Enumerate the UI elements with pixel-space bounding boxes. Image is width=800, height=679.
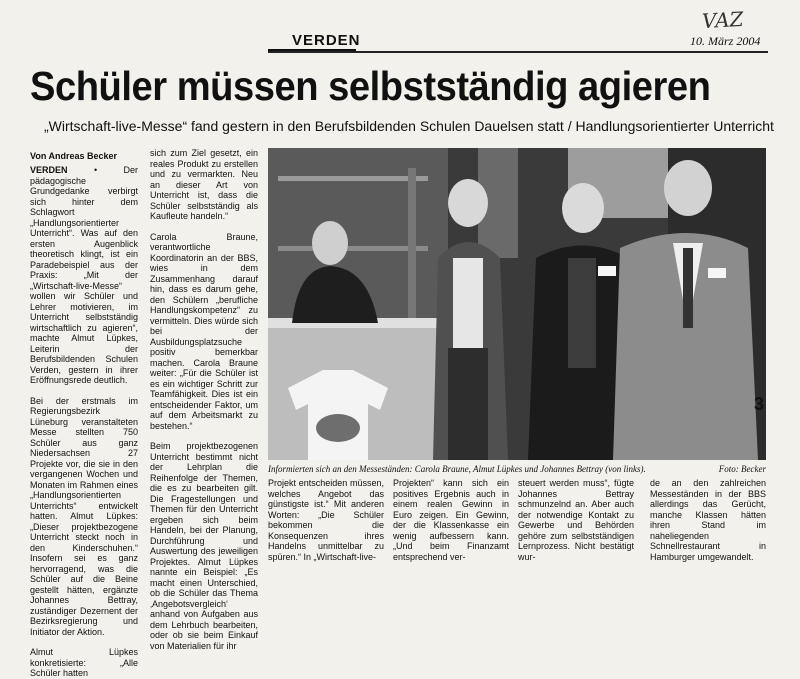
paragraph: Projekten“ kann sich ein positives Ergebnis auch in einem realen Gewinn in Euro zeigen. Ein Gewinn, der die Klassenkasse ein wenig aufbessern kann. „Und beim Finanzamt entsprechend ver- <box>393 478 509 562</box>
background-number: 3 <box>754 394 765 414</box>
issue-date: 10. März 2004 <box>690 34 761 48</box>
article-column-4 <box>393 478 509 562</box>
article-column-3 <box>268 478 384 562</box>
paragraph: de an den zahlreichen Messeständen in der BBS allerdings das Gerücht, manche Klassen hätten ihren Stand im naheliegenden Schnellrestaurant in Hamburger umgewandelt. <box>650 478 766 562</box>
article-headline: Schüler müssen selbstständig agieren <box>30 63 711 109</box>
section-rule <box>268 51 768 53</box>
paragraph: steuert werden muss“, fügte Johannes Bettray schmunzelnd an. Aber auch der notwendige Kontakt zu Gewerbe und Behörden gehöre zum selbstständigen Lernprozess. Nicht bestätigt wur- <box>518 478 634 562</box>
photo-credit: Foto: Becker <box>718 464 766 474</box>
article-column-6 <box>650 478 766 562</box>
handwritten-source-note: VAZ <box>701 6 745 34</box>
caption-text: Informierten sich an den Messeständen: Carola Braune, Almut Lüpkes und Johannes Bettray (von links). <box>268 464 646 474</box>
paragraph: Almut Lüpkes konkretisierte: „Alle Schüler hatten <box>30 647 138 678</box>
dateline: VERDEN <box>30 165 68 175</box>
paragraph: Beim projektbezogenen Unterricht bestimmt nicht der Lehrplan die Reihenfolge der Themen, die es zu bearbeiten gilt. Die Fragestellungen und Themen für den Unterricht ergeben sich beim Handeln, bei der Planung, Durchführung und Auswertung des jeweiligen Projektes. Almut Lüpkes nannte ein Beispiel: „Es macht einen Unterschied, ob die Schüler das Thema ‚Angebotsvergleich‘ anhand von Aufgaben aus dem Lehrbuch bearbeiten, oder ob sie beim Einkauf von Materialien für ihr <box>150 441 258 651</box>
paragraph: sich zum Ziel gesetzt, ein reales Produkt zu erstellen und zu vermarkten. Neu an dieser Art von Unterricht ist, dass die Schüler selbstständig als Kaufleute handeln.“ <box>150 148 258 221</box>
paragraph: Carola Braune, verantwortliche Koordinatorin an der BBS, wies in dem Zusammenhang darauf hin, dass es darum gehe, den Schülern „berufliche Handlungskompetenz“ zu vermitteln. Dies würde sich bei der Ausbildungsplatzsuche positiv bemerkbar machen. Carola Braune weiter: „Für die Schüler ist es ein wichtiger Schritt zur Teamfähigkeit. Dies ist ein entscheidender Faktor, um auf dem Arbeitsmarkt zu bestehen.“ <box>150 231 258 431</box>
paragraph: Projekt entscheiden müssen, welches Angebot das günstigste ist.“ Mit anderen Worten: „Die Schüler bekommen die Konsequenzen ihres Handelns unmittelbar zu spüren.“ In „Wirtschaft-live- <box>268 478 384 562</box>
article-column-1 <box>30 165 138 678</box>
paragraph: Bei der erstmals im Regierungsbezirk Lüneburg veranstalteten Messe stellten 750 Schüler aus ganz Niedersachsen 27 Projekte vor, die sie in den vergangenen Wochen und Monaten im Rahmen eines „Handlungsorientierten Unterrichts“ entwickelt hatten. Almut Lüpkes: „Dieser projektbezogene Unterricht steckt noch in den Kinderschuhen.“ Insofern sei es ganz hervorragend, was die Schüler auf die Beine gestellt hätten, ergänzte Johannes Bettray, zuständiger Dezernent der Bezirksregierung und Initiator der Aktion. <box>30 395 138 637</box>
article-byline: Von Andreas Becker <box>30 151 118 161</box>
article-column-2 <box>150 148 258 651</box>
article-photo <box>268 148 766 460</box>
photo-caption <box>268 464 766 475</box>
paragraph: VERDEN • Der pädagogische Grundgedanke verbirgt sich hinter dem Schlagwort „Handlungsorientierter Unterricht“. Was auf den ersten Augenblick theoretisch klingt, ist ein Paradebeispiel aus der Praxis: „Mit der „Wirtschaft-live-Messe“ wollen wir Schüler und Lehrer motivieren, im Unterricht selbstständig wirtschaftlich zu agieren“, machte Almut Lüpkes, Leiterin der Berufsbildenden Schulen Verden, gestern in ihrer Eröffnungsrede deutlich. <box>30 165 138 385</box>
article-subheadline: „Wirtschaft-live-Messe“ fand gestern in den Berufsbildenden Schulen Dauelsen statt / Handlungsorientierter Unterricht <box>44 118 774 134</box>
section-label: VERDEN <box>292 32 361 49</box>
article-column-5 <box>518 478 634 562</box>
